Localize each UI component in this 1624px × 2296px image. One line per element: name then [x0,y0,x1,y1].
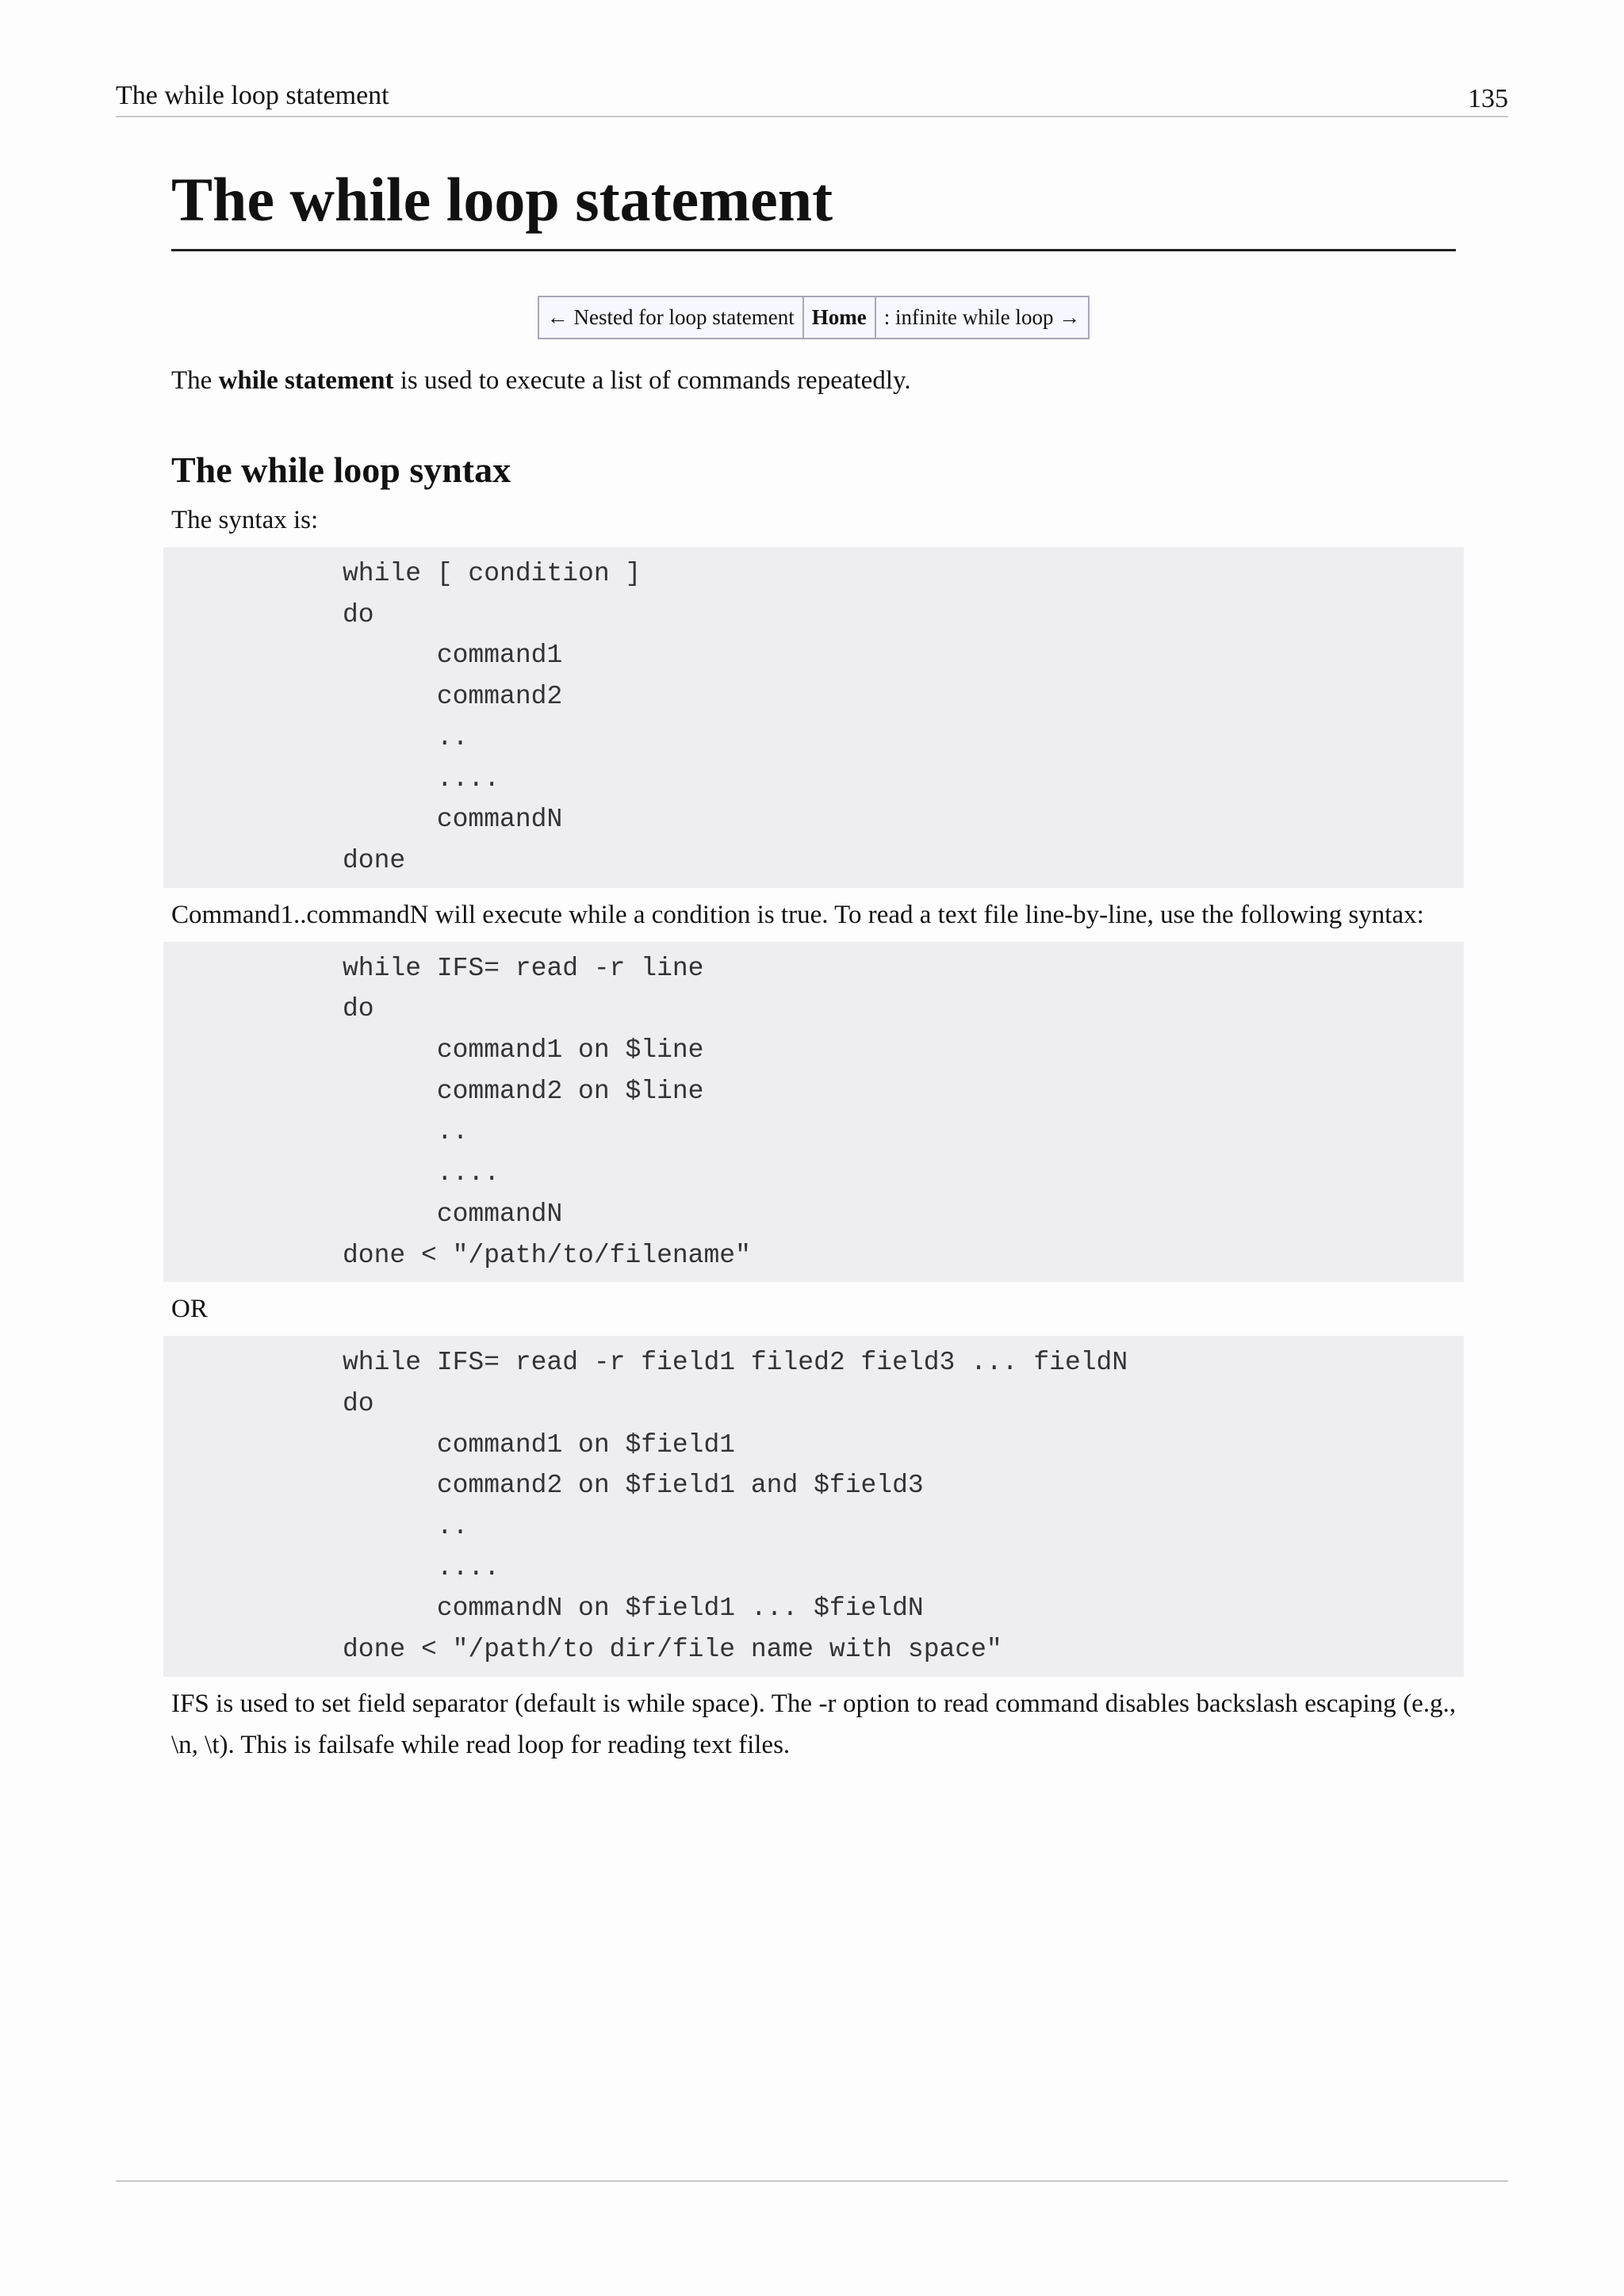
intro-paragraph [171,360,1456,401]
intro-prefix: The [171,366,219,395]
page-number: 135 [1468,84,1508,113]
running-header [116,76,1508,117]
page-title: The while loop statement [171,159,1456,251]
intro-bold-term: while statement [218,366,394,395]
paragraph-ifs: IFS is used to set field separator (default is while space). The -r option to read command disables backslash escaping (e.g., \n, \t). This is failsafe while read loop for reading text files. [171,1689,1456,1759]
nav-home-link[interactable]: Home [803,297,875,339]
paragraph-read-file: Command1..commandN will execute while a condition is true. To read a text file line-by-line, use the following syntax: [171,900,1424,929]
code-block-syntax: while [ condition ] do command1 command2 .. .... commandN done [163,547,1464,888]
article-content [171,159,1456,1766]
or-label: OR [171,1295,208,1324]
code-block-read-line: while IFS= read -r line do command1 on $line command2 on $line .. .... commandN done < "/path/to/filename" [163,942,1464,1283]
syntax-label: The syntax is: [171,506,319,534]
footer-divider [116,2180,1508,2182]
section-heading: The while loop syntax [171,450,511,490]
running-title: The while loop statement [116,81,389,110]
navigation-box [538,296,1090,339]
nav-prev-link[interactable]: ← Nested for loop statement [538,297,803,339]
intro-suffix: is used to execute a list of commands repeatedly. [393,366,911,395]
code-block-read-fields: while IFS= read -r field1 filed2 field3 ... fieldN do command1 on $field1 command2 on $field1 and $field3 .. .... commandN on $field1 ... $fieldN done < "/path/to dir/file name with space" [163,1336,1464,1677]
nav-next-link[interactable]: : infinite while loop → [875,297,1089,339]
